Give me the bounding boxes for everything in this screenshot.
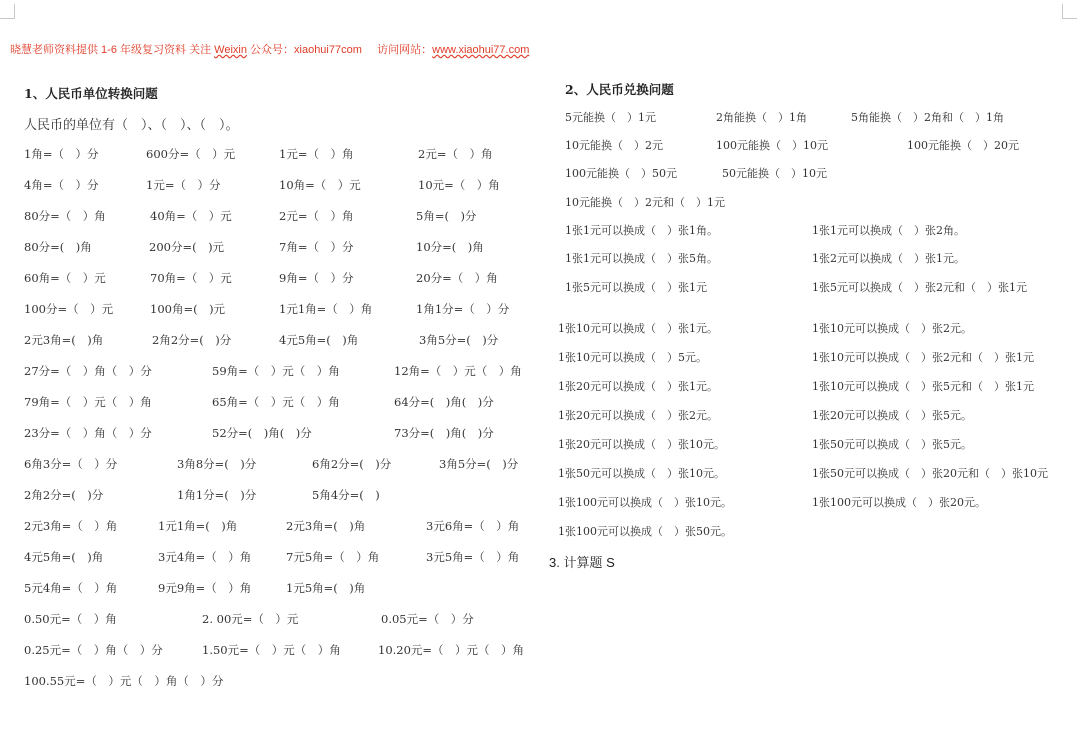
exchange-question: 2角能换（ ）1角: [716, 111, 807, 124]
header-visit: 访问网站：: [377, 44, 433, 56]
conversion-question: 1元5角=( )角: [286, 581, 366, 595]
exchange-question: 1张20元可以换成（ ）张2元。: [558, 409, 718, 422]
conversion-question: 59角=（ ）元（ ）角: [212, 364, 340, 378]
conversion-question: 200分=( )元: [149, 240, 225, 254]
conversion-question: 70角=（ ）元: [150, 271, 232, 285]
conversion-question: 1角1分=( )分: [177, 488, 257, 502]
section1-units-question: 人民币的单位有（ ）、（ ）、（ ）。: [24, 118, 239, 133]
conversion-question: 10角=（ ）元: [279, 178, 361, 192]
exchange-question: 10元能换（ ）2元和（ ）1元: [565, 196, 725, 209]
exchange-question: 1张100元可以换成（ ）张20元。: [812, 496, 986, 509]
exchange-question: 1张20元可以换成（ ）张10元。: [558, 438, 725, 451]
exchange-question: 1张10元可以换成（ ）张2元。: [812, 322, 972, 335]
promo-header: [10, 41, 529, 57]
exchange-question: 100元能换（ ）10元: [716, 139, 828, 152]
exchange-question: 10元能换（ ）2元: [565, 139, 663, 152]
conversion-question: 40角=（ ）元: [150, 209, 232, 223]
conversion-question: 10元=（ ）角: [418, 178, 500, 192]
exchange-question: 1张1元可以换成（ ）张2角。: [812, 224, 965, 237]
conversion-question: 7角=（ ）分: [279, 240, 354, 254]
conversion-question: 3角5分=( )分: [439, 457, 519, 471]
conversion-question: 2. 00元=（ ）元: [202, 612, 299, 626]
conversion-question: 4角=（ ）分: [24, 178, 99, 192]
conversion-question: 10分=( )角: [416, 240, 484, 254]
conversion-question: 23分=（ ）角（ ）分: [24, 426, 152, 440]
conversion-question: 12角=（ ）元（ ）角: [394, 364, 522, 378]
conversion-question: 3角8分=( )分: [177, 457, 257, 471]
exchange-question: 1张20元可以换成（ ）张1元。: [558, 380, 718, 393]
exchange-question: 1张100元可以换成（ ）张10元。: [558, 496, 732, 509]
exchange-question: 1张100元可以换成（ ）张50元。: [558, 525, 732, 538]
conversion-question: 2元3角=( )角: [24, 333, 104, 347]
conversion-question: 2元=（ ）角: [279, 209, 354, 223]
conversion-question: 100角=( )元: [150, 302, 226, 316]
conversion-question: 100.55元=（ ）元（ ）角（ ）分: [24, 674, 224, 688]
conversion-question: 1元=（ ）分: [146, 178, 221, 192]
conversion-question: 4元5角=( )角: [24, 550, 104, 564]
conversion-question: 2角2分=( )分: [24, 488, 104, 502]
conversion-question: 0.50元=（ ）角: [24, 612, 117, 626]
conversion-question: 20分=（ ）角: [416, 271, 498, 285]
section2-title: 2、人民币兑换问题: [565, 82, 674, 97]
conversion-question: 6角2分=( )分: [312, 457, 392, 471]
exchange-question: 1张10元可以换成（ ）张1元。: [558, 322, 718, 335]
conversion-question: 0.25元=（ ）角（ ）分: [24, 643, 163, 657]
exchange-question: 5元能换（ ）1元: [565, 111, 656, 124]
header-site-link[interactable]: www.xiaohui77.com: [432, 44, 530, 56]
conversion-question: 1元1角=（ ）角: [279, 302, 373, 316]
conversion-question: 27分=（ ）角（ ）分: [24, 364, 152, 378]
conversion-question: 4元5角=( )角: [279, 333, 359, 347]
conversion-question: 2元3角=( )角: [286, 519, 366, 533]
conversion-question: 7元5角=（ ）角: [286, 550, 380, 564]
conversion-question: 1角1分=（ ）分: [416, 302, 510, 316]
exchange-question: 1张5元可以换成（ ）张2元和（ ）张1元: [812, 281, 1027, 294]
exchange-question: 1张5元可以换成（ ）张1元: [565, 281, 707, 294]
conversion-question: 79角=（ ）元（ ）角: [24, 395, 152, 409]
conversion-question: 3元5角=（ ）角: [426, 550, 520, 564]
exchange-question: 100元能换（ ）50元: [565, 167, 677, 180]
conversion-question: 5元4角=（ ）角: [24, 581, 118, 595]
conversion-question: 65角=（ ）元（ ）角: [212, 395, 340, 409]
conversion-question: 5角4分=( ): [312, 488, 380, 502]
conversion-question: 2元3角=（ ）角: [24, 519, 118, 533]
section1-title: 1、人民币单位转换问题: [24, 86, 158, 101]
conversion-question: 64分=( )角( )分: [394, 395, 494, 409]
conversion-question: 6角3分=（ ）分: [24, 457, 118, 471]
header-weixin: Weixin: [214, 44, 247, 56]
exchange-question: 1张1元可以换成（ ）张1角。: [565, 224, 718, 237]
conversion-question: 52分=( )角( )分: [212, 426, 312, 440]
exchange-question: 100元能换（ ）20元: [907, 139, 1019, 152]
conversion-question: 2角2分=( )分: [152, 333, 232, 347]
conversion-question: 2元=（ ）角: [418, 147, 493, 161]
conversion-question: 600分=（ ）元: [146, 147, 236, 161]
conversion-question: 60角=（ ）元: [24, 271, 106, 285]
exchange-question: 1张10元可以换成（ ）张5元和（ ）张1元: [812, 380, 1034, 393]
conversion-question: 10.20元=（ ）元（ ）角: [378, 643, 525, 657]
exchange-question: 1张50元可以换成（ ）张10元。: [558, 467, 725, 480]
conversion-question: 0.05元=（ ）分: [381, 612, 474, 626]
conversion-question: 1元1角=( )角: [158, 519, 238, 533]
conversion-question: 1元=（ ）角: [279, 147, 354, 161]
exchange-question: 1张10元可以换成（ ）张2元和（ ）张1元: [812, 351, 1034, 364]
header-account: 公众号：xiaohui77com: [250, 44, 362, 56]
header-prefix: 晓慧老师资料提供 1-6 年级复习资料 关注: [10, 44, 212, 56]
section3-title: 3. 计算题 S: [549, 555, 615, 570]
exchange-question: 1张1元可以换成（ ）张5角。: [565, 252, 718, 265]
conversion-question: 1角=（ ）分: [24, 147, 99, 161]
conversion-question: 80分=（ ）角: [24, 209, 106, 223]
conversion-question: 9角=（ ）分: [279, 271, 354, 285]
exchange-question: 1张50元可以换成（ ）张20元和（ ）张10元: [812, 467, 1048, 480]
conversion-question: 9元9角=（ ）角: [158, 581, 252, 595]
exchange-question: 1张50元可以换成（ ）张5元。: [812, 438, 972, 451]
conversion-question: 3角5分=( )分: [419, 333, 499, 347]
conversion-question: 73分=( )角( )分: [394, 426, 494, 440]
exchange-question: 1张20元可以换成（ ）张5元。: [812, 409, 972, 422]
exchange-question: 50元能换（ ）10元: [722, 167, 827, 180]
page-corner-mark: [1062, 4, 1077, 19]
exchange-question: 1张2元可以换成（ ）张1元。: [812, 252, 965, 265]
conversion-question: 5角=( )分: [416, 209, 477, 223]
exchange-question: 1张10元可以换成（ ）5元。: [558, 351, 707, 364]
conversion-question: 80分=( )角: [24, 240, 92, 254]
conversion-question: 3元4角=（ ）角: [158, 550, 252, 564]
conversion-question: 1.50元=（ ）元（ ）角: [202, 643, 341, 657]
page-corner-mark: [0, 4, 15, 19]
conversion-question: 100分=（ ）元: [24, 302, 114, 316]
conversion-question: 3元6角=（ ）角: [426, 519, 520, 533]
exchange-question: 5角能换（ ）2角和（ ）1角: [851, 111, 1004, 124]
